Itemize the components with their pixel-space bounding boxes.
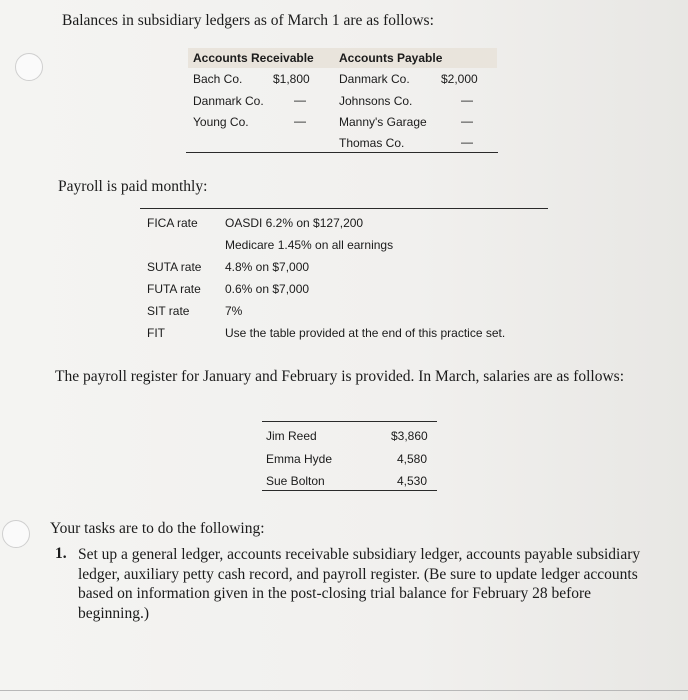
rate-value: Use the table provided at the end of this practice set. (225, 326, 506, 340)
salaries-top-rule (262, 421, 437, 422)
rate-label: FUTA rate (147, 282, 201, 296)
ap-amount: — (461, 114, 473, 128)
rate-value: 7% (225, 304, 243, 318)
tasks-heading: Your tasks are to do the following: (50, 520, 265, 537)
salaries-bottom-rule (262, 490, 437, 491)
ar-header: Accounts Receivable (193, 51, 314, 65)
ar-amount: — (294, 114, 306, 128)
register-text: The payroll register for January and February is provided. In March, salaries are as follows: (55, 368, 625, 385)
rate-label: SIT rate (147, 304, 190, 318)
ap-name: Thomas Co. (339, 136, 405, 150)
binder-hole (15, 53, 43, 81)
rates-top-rule (140, 208, 548, 209)
ap-header: Accounts Payable (339, 51, 443, 65)
ap-name: Manny's Garage (339, 115, 427, 129)
employee-name: Emma Hyde (266, 452, 333, 466)
rate-value: OASDI 6.2% on $127,200 (225, 216, 364, 230)
task-text: Set up a general ledger, accounts receivable subsidiary ledger, accounts payable subsidiary ledger, auxiliary petty cash record, and payroll register. (Be sure to update ledger accounts based on information given in the post-closing trial balance for February 28 before beginning.) (78, 546, 641, 622)
ar-name: Bach Co. (193, 72, 243, 86)
rate-value: 4.8% on $7,000 (225, 260, 310, 274)
intro-text: Balances in subsidiary ledgers as of March 1 are as follows: (62, 12, 434, 29)
employee-salary: $3,860 (391, 429, 428, 443)
ap-name: Danmark Co. (339, 72, 410, 86)
task-number: 1. (55, 545, 67, 562)
ap-amount: — (461, 93, 473, 107)
ap-amount: — (461, 135, 473, 149)
payroll-heading: Payroll is paid monthly: (58, 178, 208, 195)
rate-label: FICA rate (147, 216, 198, 230)
page-edge (0, 690, 688, 691)
ar-amount: $1,800 (273, 72, 310, 86)
employee-name: Sue Bolton (266, 474, 325, 488)
binder-hole (2, 520, 30, 548)
ar-name: Young Co. (193, 115, 249, 129)
ar-amount: — (294, 93, 306, 107)
employee-salary: 4,530 (397, 474, 428, 488)
rate-value: Medicare 1.45% on all earnings (225, 238, 394, 252)
employee-salary: 4,580 (397, 452, 428, 466)
ledger-bottom-rule (186, 152, 498, 153)
ap-amount: $2,000 (441, 72, 478, 86)
ap-name: Johnsons Co. (339, 94, 413, 108)
rate-label: FIT (147, 326, 165, 340)
rate-label: SUTA rate (147, 260, 202, 274)
rate-value: 0.6% on $7,000 (225, 282, 310, 296)
ar-name: Danmark Co. (193, 94, 264, 108)
employee-name: Jim Reed (266, 429, 317, 443)
